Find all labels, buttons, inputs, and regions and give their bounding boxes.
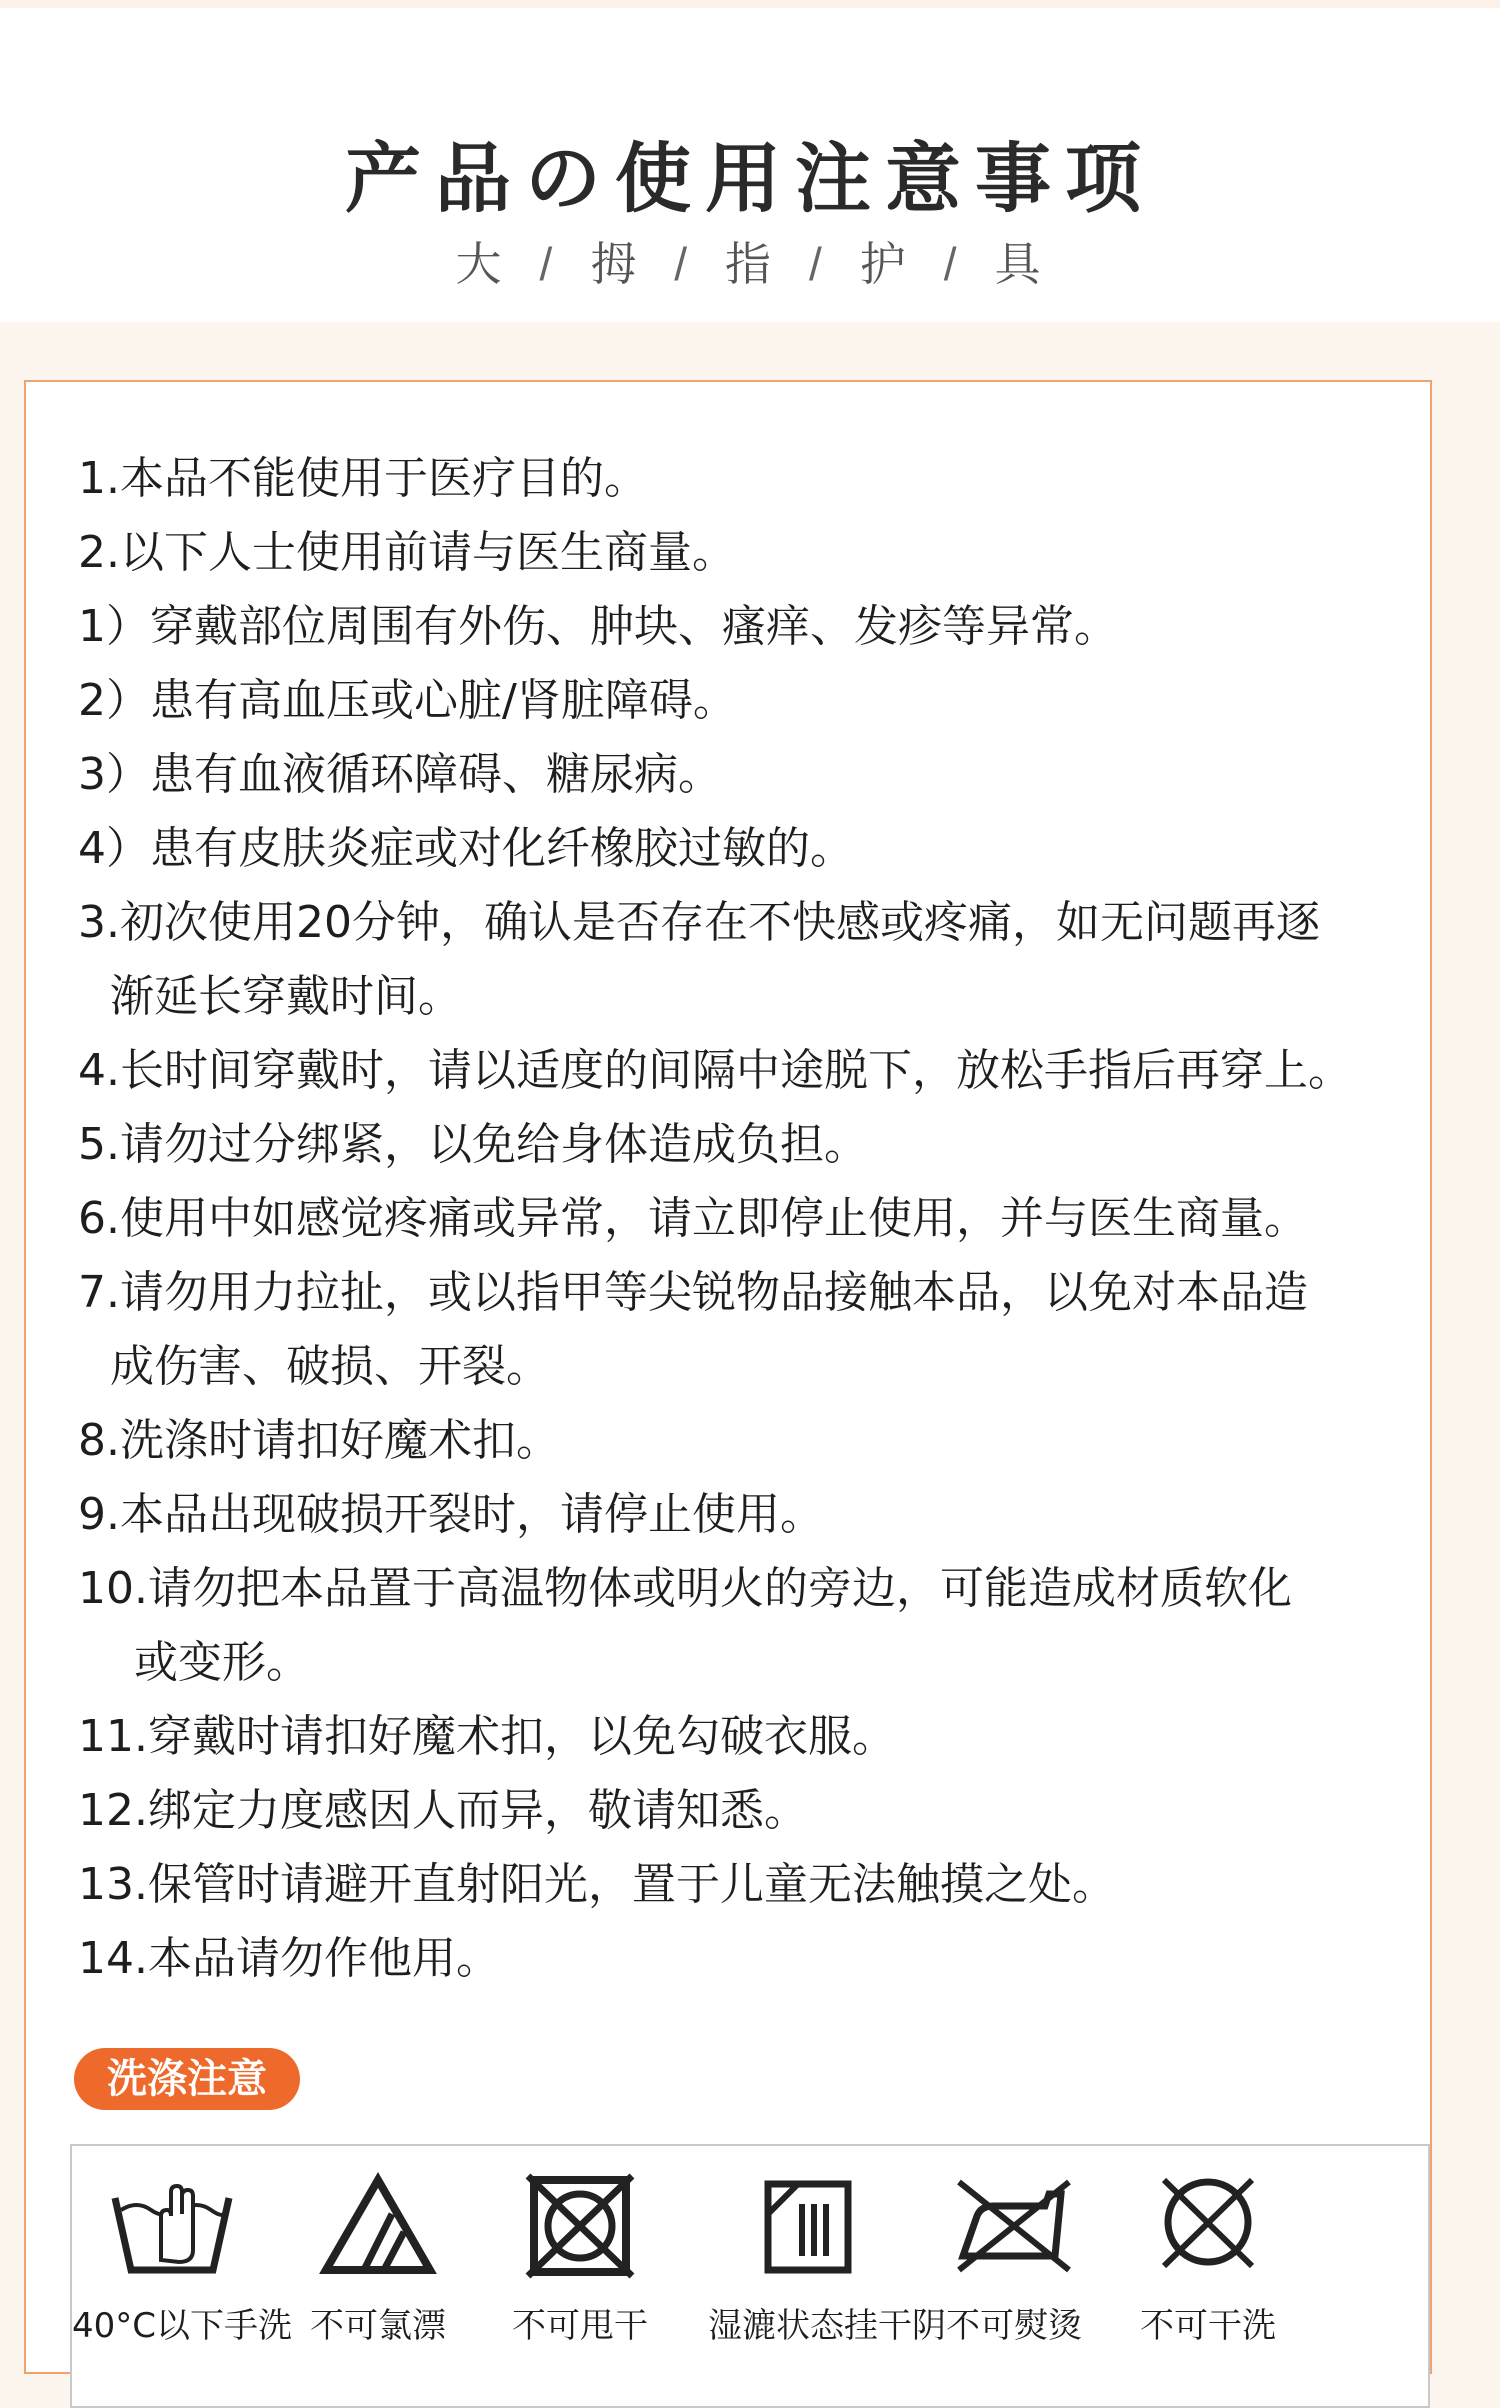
no-iron-icon (914, 2170, 1114, 2280)
no-tumble-dry-icon (480, 2170, 680, 2280)
page-title: 产品の使用注意事项 (345, 134, 1155, 223)
note-item: 7.请勿用力拉扯，或以指甲等尖锐物品接触本品，以免对本品造 (78, 1267, 1308, 1318)
note-item: 9.本品出现破损开裂时，请停止使用。 (78, 1489, 824, 1540)
wash-badge: 洗涤注意 (74, 2048, 300, 2110)
note-item: 2）患有高血压或心脏/肾脏障碍。 (78, 675, 737, 726)
page-subtitle (0, 228, 1500, 294)
drip-dry-shade-icon (708, 2170, 908, 2280)
note-item: 8.洗涤时请扣好魔术扣。 (78, 1415, 560, 1466)
notes-list (78, 442, 1438, 1996)
note-continuation: 渐延长穿戴时间。 (110, 971, 462, 1022)
care-symbol (278, 2170, 478, 2347)
care-symbol (708, 2170, 946, 2347)
care-symbol (1108, 2170, 1308, 2347)
note-item: 5.请勿过分绑紧，以免给身体造成负担。 (78, 1119, 868, 1170)
subtitle-char: 护 (859, 238, 910, 290)
page-header (0, 0, 1500, 322)
note-item: 6.使用中如感觉疼痛或异常，请立即停止使用，并与医生商量。 (78, 1193, 1308, 1244)
note-item: 3.初次使用20分钟，确认是否存在不快感或疼痛，如无问题再逐 (78, 897, 1320, 948)
care-symbol-label: 40°C以下手洗 (72, 2306, 293, 2346)
care-symbol (914, 2170, 1114, 2347)
care-symbol-label: 不可甩干 (512, 2306, 648, 2346)
subtitle-char: 指 (725, 238, 775, 290)
no-dry-clean-icon (1108, 2170, 1308, 2280)
note-item: 10.请勿把本品置于高温物体或明火的旁边，可能造成材质软化 (78, 1563, 1292, 1614)
care-symbol-label: 不可熨烫 (946, 2306, 1082, 2346)
care-symbols-panel (70, 2144, 1430, 2408)
care-symbol-label: 不可氯漂 (310, 2306, 446, 2346)
subtitle-separator: / (943, 238, 961, 290)
note-item: 12.绑定力度感因人而异，敬请知悉。 (78, 1785, 808, 1836)
subtitle-separator: / (809, 238, 826, 290)
note-item: 13.保管时请避开直射阳光，置于儿童无法触摸之处。 (78, 1859, 1116, 1910)
care-symbol-label: 湿漉状态挂干阴 (708, 2306, 946, 2346)
care-symbol (72, 2170, 293, 2347)
note-item: 4）患有皮肤炎症或对化纤橡胶过敏的。 (78, 823, 854, 874)
note-item: 2.以下人士使用前请与医生商量。 (78, 527, 736, 578)
top-strip (0, 0, 1500, 8)
notes-card (24, 380, 1432, 2374)
hand-wash-icon (72, 2170, 272, 2280)
subtitle-separator: / (539, 238, 557, 290)
subtitle-char: 拇 (590, 238, 641, 290)
subtitle-char: 大 (455, 238, 506, 290)
note-item: 1.本品不能使用于医疗目的。 (78, 453, 648, 504)
note-item: 4.长时间穿戴时，请以适度的间隔中途脱下，放松手指后再穿上。 (78, 1045, 1352, 1096)
note-continuation: 成伤害、破损、开裂。 (110, 1341, 550, 1392)
note-item: 3）患有血液循环障碍、糖尿病。 (78, 749, 722, 800)
care-symbol (480, 2170, 680, 2347)
subtitle-char: 具 (994, 238, 1045, 290)
note-item: 11.穿戴时请扣好魔术扣，以免勾破衣服。 (78, 1711, 896, 1762)
note-item: 14.本品请勿作他用。 (78, 1933, 500, 1984)
note-item: 1）穿戴部位周围有外伤、肿块、瘙痒、发疹等异常。 (78, 601, 1118, 652)
no-bleach-icon (278, 2170, 478, 2280)
subtitle-separator: / (674, 238, 691, 290)
note-continuation: 或变形。 (134, 1637, 310, 1688)
care-symbol-label: 不可干洗 (1140, 2306, 1276, 2346)
